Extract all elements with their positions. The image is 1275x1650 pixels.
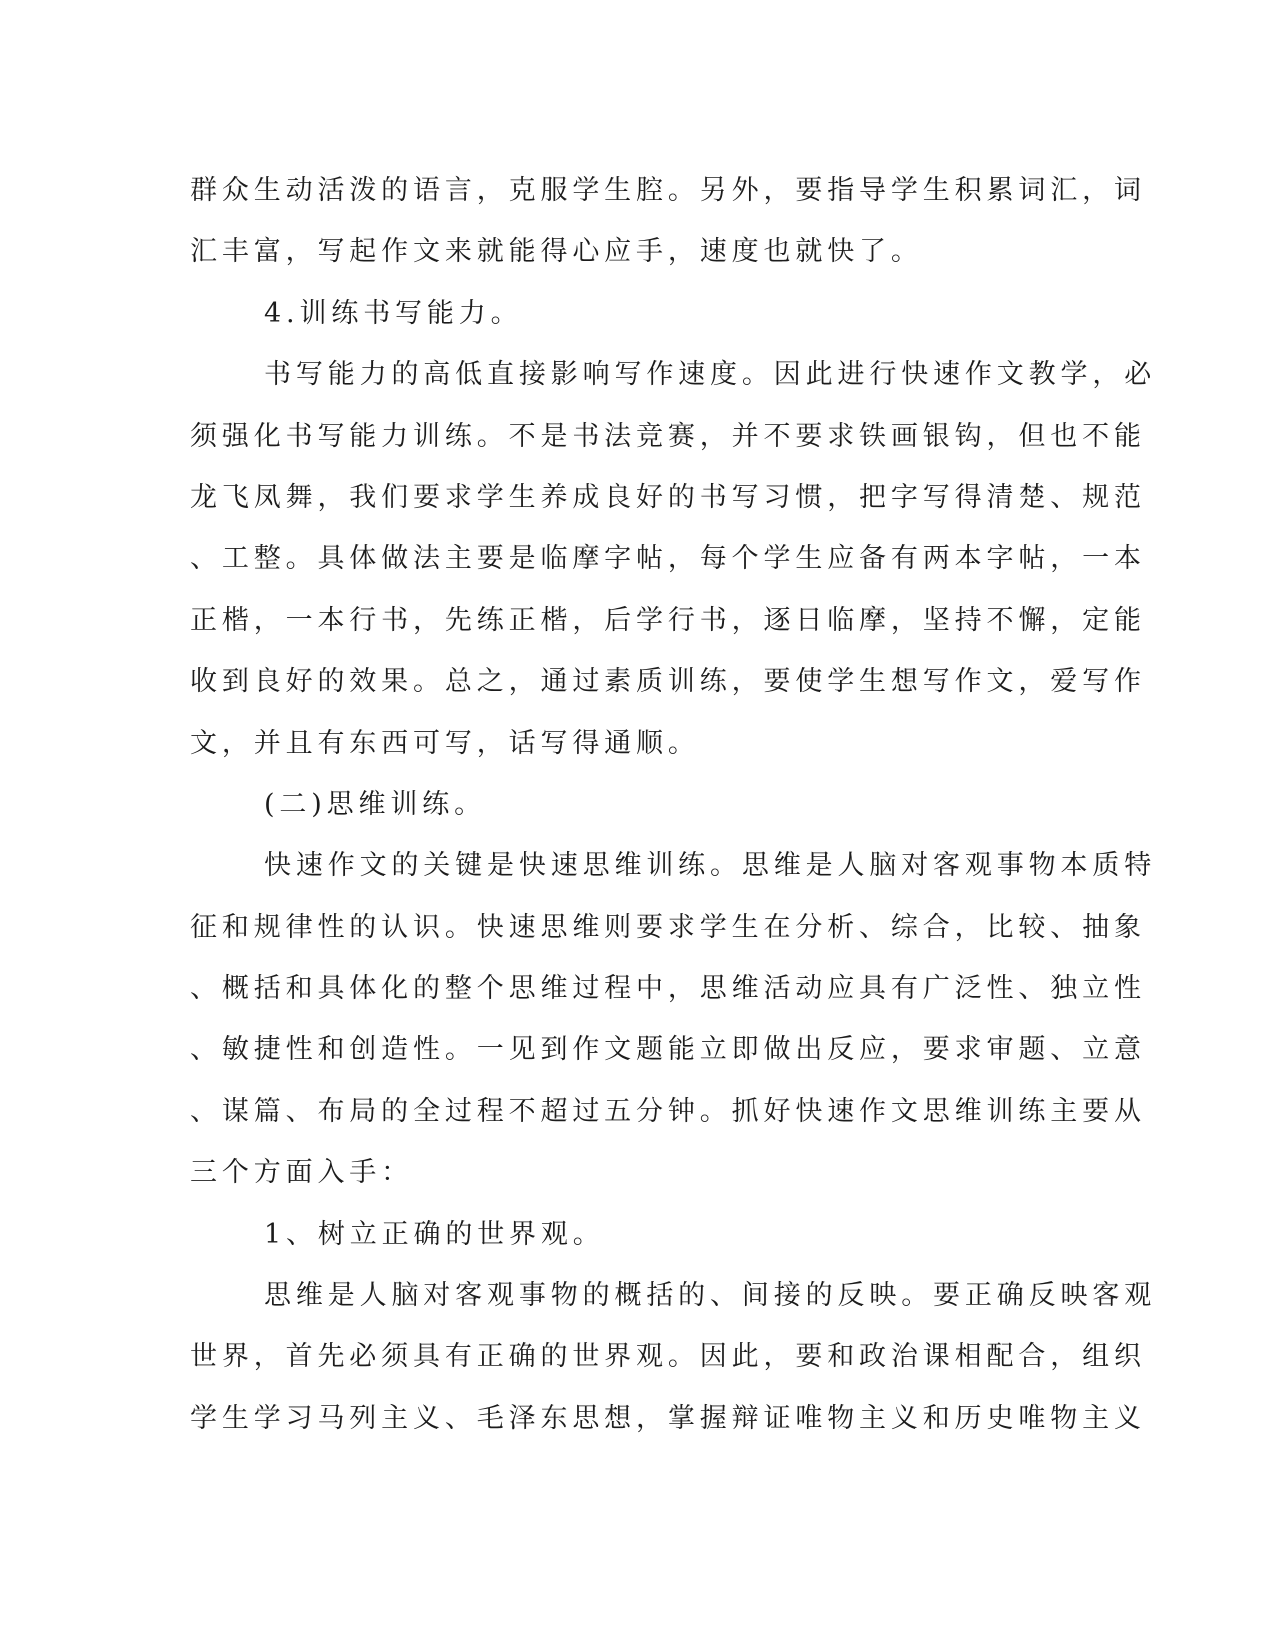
- text-line: 正楷，一本行书，先练正楷，后学行书，逐日临摩，坚持不懈，定能: [190, 604, 1146, 636]
- section-heading: 4.训练书写能力。: [264, 297, 523, 329]
- section-heading: (二)思维训练。: [264, 788, 486, 820]
- text-line: 思维是人脑对客观事物的概括的、间接的反映。要正确反映客观: [264, 1280, 1157, 1312]
- text-line: 三个方面入手：: [190, 1157, 414, 1189]
- text-line: 文，并且有东西可写，话写得通顺。: [190, 727, 700, 759]
- text-line: 须强化书写能力训练。不是书法竞赛，并不要求铁画银钩，但也不能: [190, 420, 1146, 452]
- document-body: [190, 160, 1157, 1449]
- text-line: 书写能力的高低直接影响写作速度。因此进行快速作文教学，必: [264, 359, 1157, 391]
- text-line: 、敏捷性和创造性。一见到作文题能立即做出反应，要求审题、立意: [190, 1034, 1146, 1066]
- text-line: 收到良好的效果。总之，通过素质训练，要使学生想写作文，爱写作: [190, 666, 1146, 698]
- text-line: 汇丰富，写起作文来就能得心应手，速度也就快了。: [190, 236, 923, 268]
- text-line: 、概括和具体化的整个思维过程中，思维活动应具有广泛性、独立性: [190, 973, 1146, 1005]
- section-heading: 1、树立正确的世界观。: [264, 1218, 605, 1250]
- text-line: 群众生动活泼的语言，克服学生腔。另外，要指导学生积累词汇，词: [190, 175, 1146, 206]
- text-line: 征和规律性的认识。快速思维则要求学生在分析、综合，比较、抽象: [190, 911, 1146, 943]
- text-line: 龙飞凤舞，我们要求学生养成良好的书写习惯，把字写得清楚、规范: [190, 481, 1146, 513]
- text-line: 学生学习马列主义、毛泽东思想，掌握辩证唯物主义和历史唯物主义: [190, 1402, 1146, 1434]
- text-line: 、工整。具体做法主要是临摩字帖，每个学生应备有两本字帖，一本: [190, 543, 1146, 575]
- text-line: 快速作文的关键是快速思维训练。思维是人脑对客观事物本质特: [264, 850, 1157, 882]
- text-line: 、谋篇、布局的全过程不超过五分钟。抓好快速作文思维训练主要从: [190, 1095, 1146, 1127]
- text-line: 世界，首先必须具有正确的世界观。因此，要和政治课相配合，组织: [190, 1341, 1146, 1373]
